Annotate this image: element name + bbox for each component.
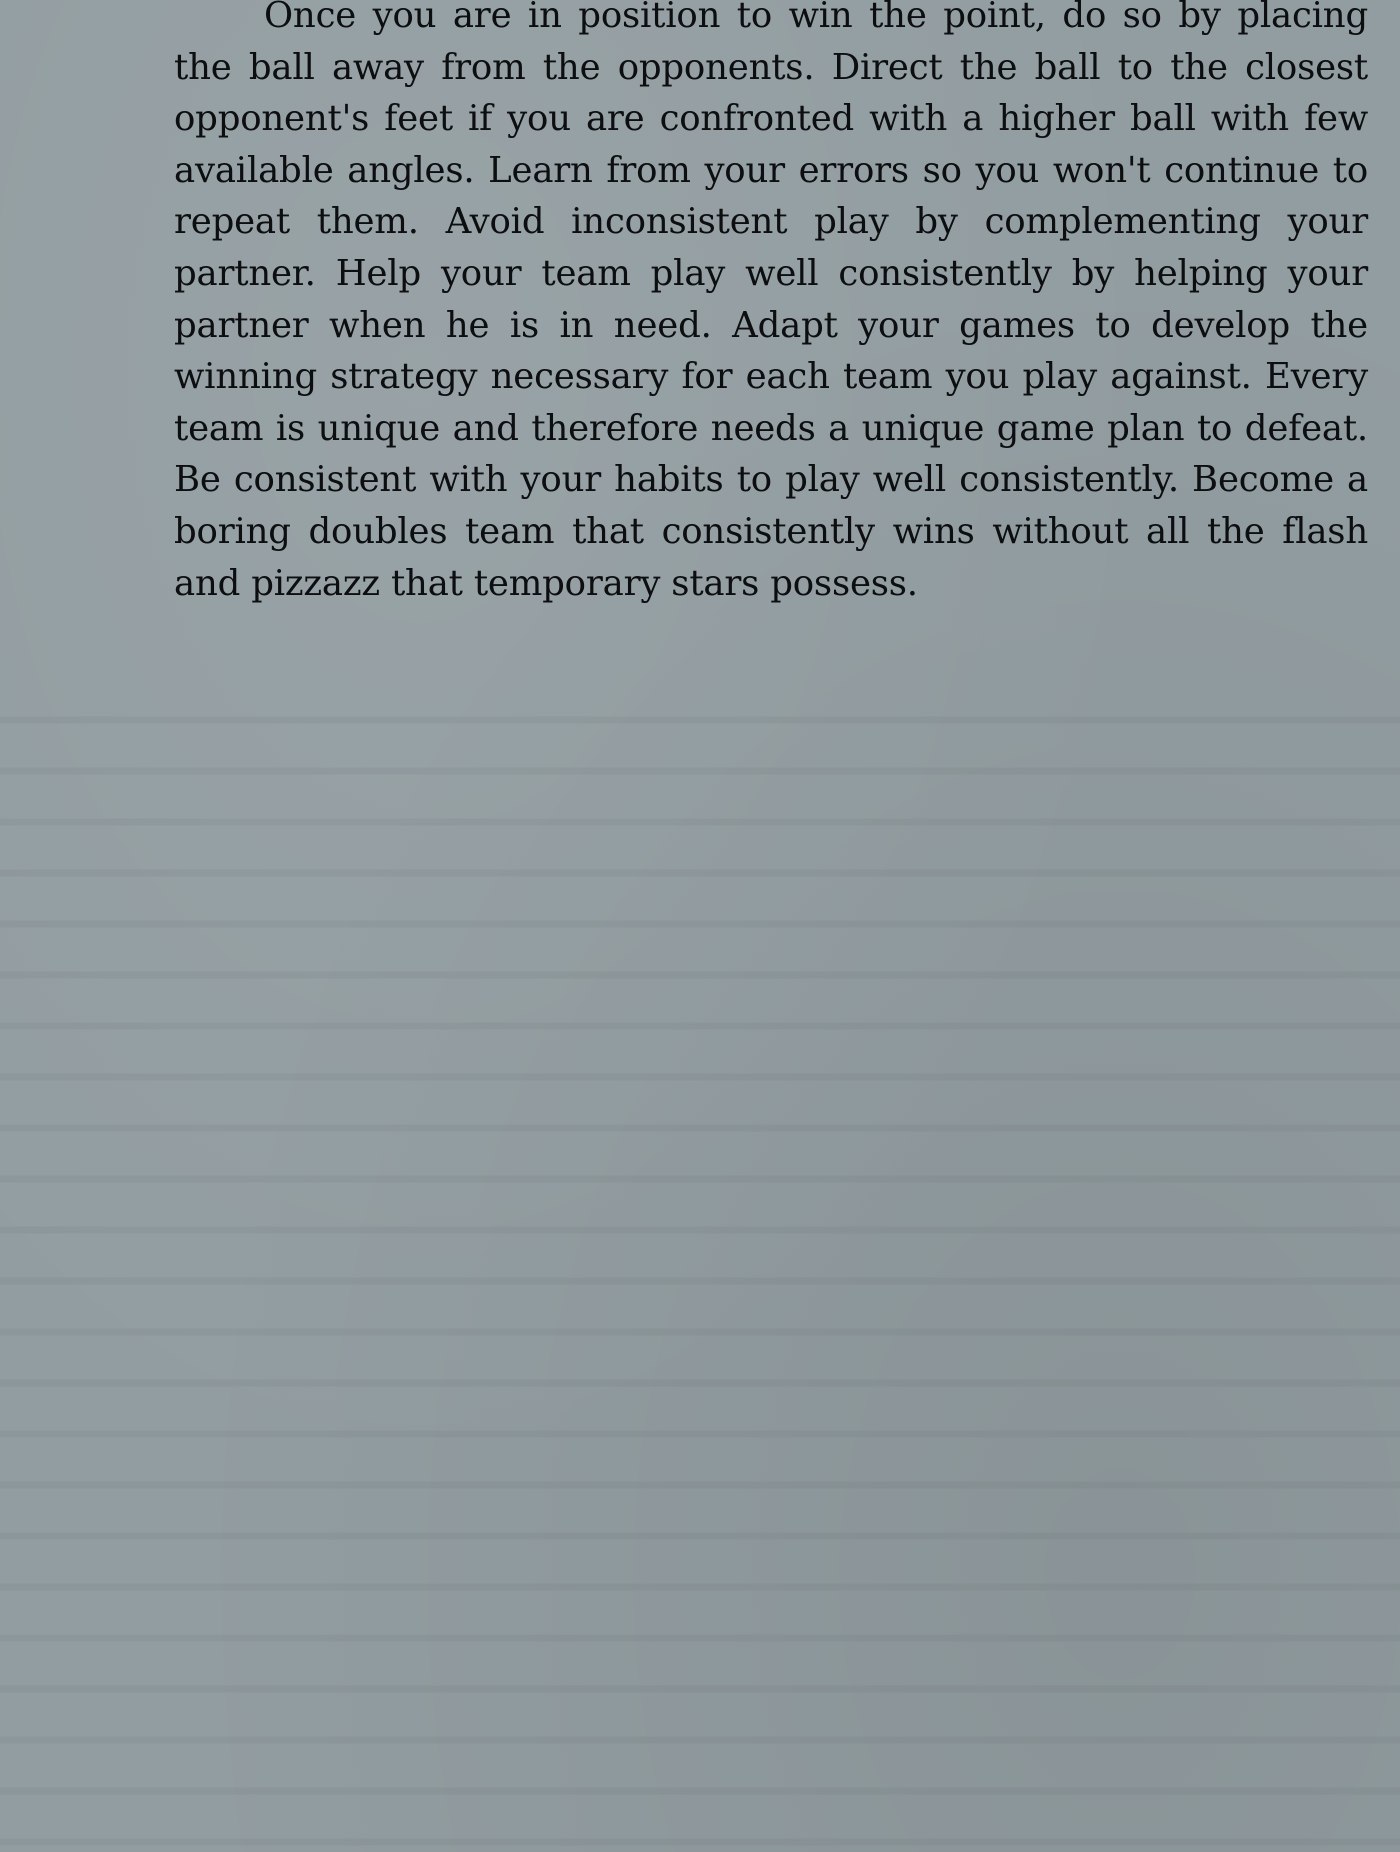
- body-paragraph: Once you are in position to win the point, do so by placing the ball away from the opponents. Direct the ball to the closest opponent's feet if you are confronted with a higher ball with few available angles. Learn from your errors so you won't continue to repeat them. Avoid inconsistent play by complementing your partner. Help your team play well consistently by helping your partner when he is in need. Adapt your games to develop the winning strategy necessary for each team you play against. Every team is unique and therefore needs a unique game plan to defeat. Be consistent with your habits to play well consistently. Become a boring doubles team that consistently wins without all the flash and pizzazz that temporary stars possess.: [174, 0, 1368, 604]
- bleed-through-text: [0, 690, 1400, 1852]
